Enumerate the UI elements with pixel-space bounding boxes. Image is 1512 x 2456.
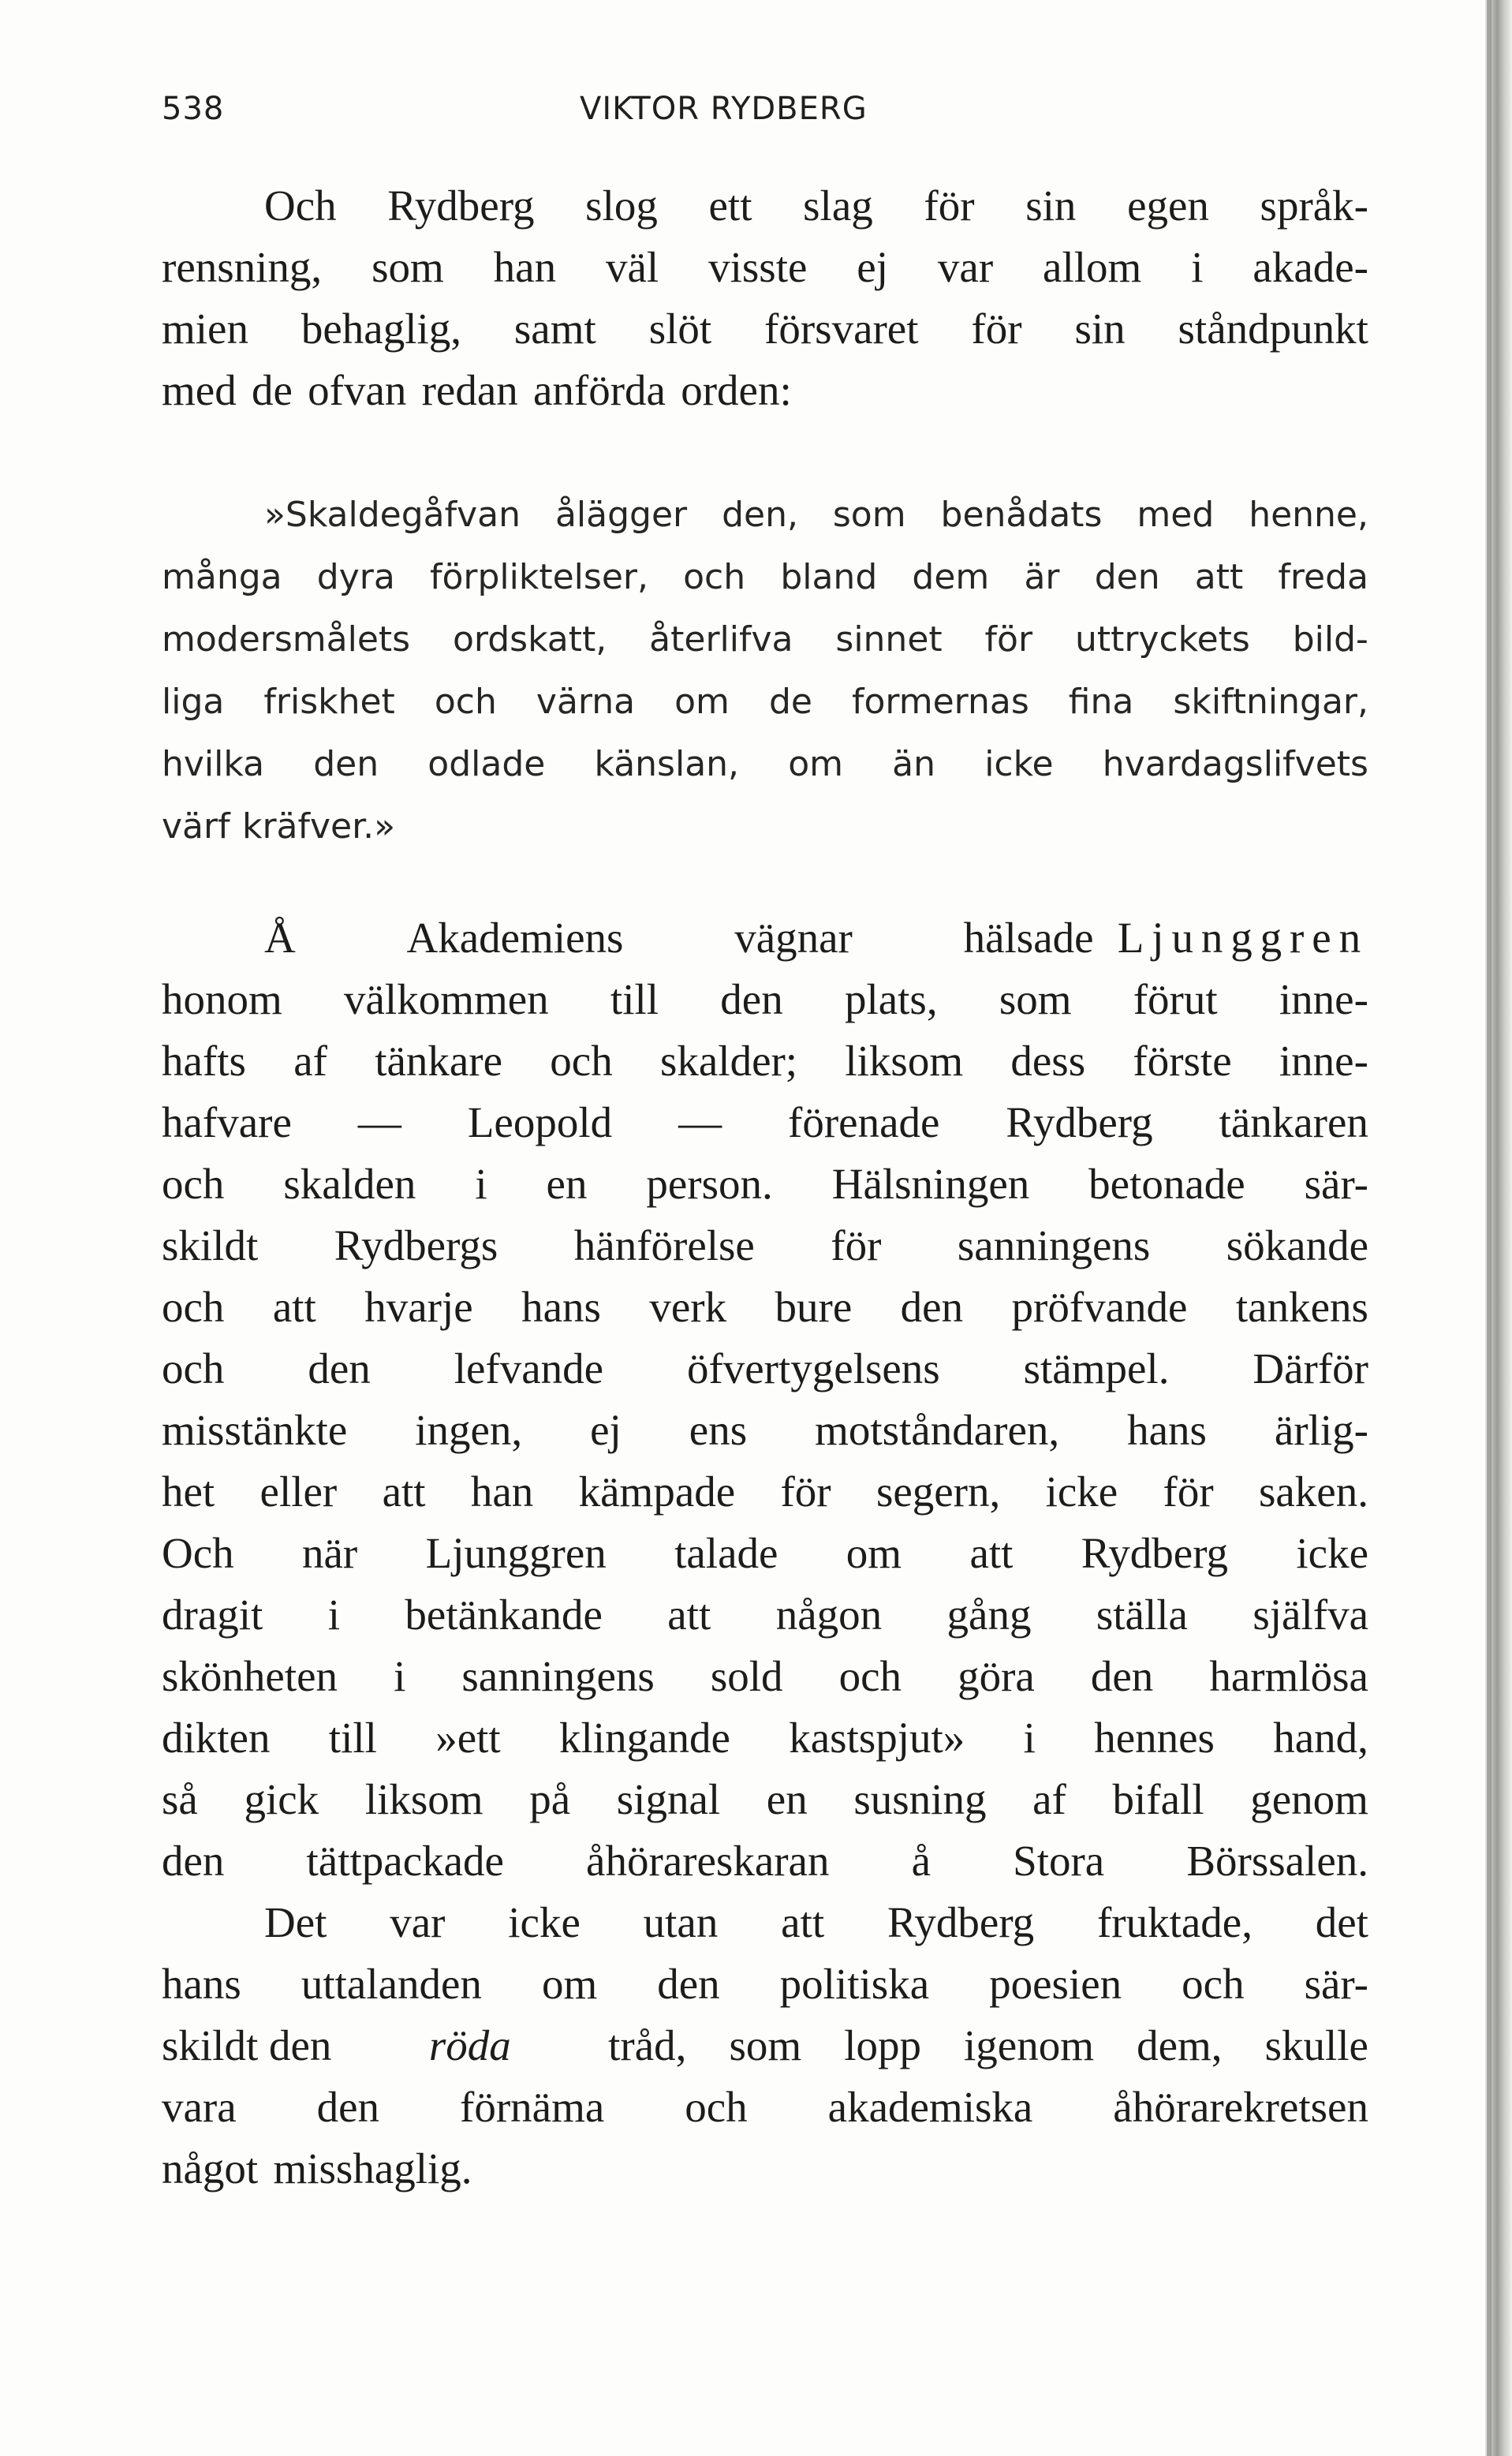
word: välkommen [344,975,549,1023]
word: att [969,1529,1014,1577]
word: den [1094,557,1160,597]
word: någon [775,1591,883,1639]
word: ofvan [308,366,407,414]
word: den [657,1960,720,2008]
word: sin [1025,181,1077,230]
text-line [162,608,1368,671]
word: åhörareskaran [586,1837,830,1885]
word: Ljunggren [425,1529,607,1577]
word: signal [616,1775,721,1823]
line-prefix-words [264,907,1094,969]
word: och [162,1344,225,1392]
word: för [924,181,975,230]
word: mien [162,305,248,353]
word: icke [1045,1467,1118,1516]
word: eller [259,1467,338,1516]
word: egen [1127,181,1209,230]
word: skildt [162,1221,259,1269]
word: en [766,1775,808,1823]
word: hans [521,1283,601,1331]
word: sär- [1304,1960,1368,2008]
word: förste [1133,1037,1232,1085]
word: samt [513,305,596,353]
word: Rydberg [387,181,535,230]
word: sanningens [461,1652,655,1700]
word: är [1024,557,1060,597]
word: hvilka [162,744,265,784]
word: ålägger [554,495,688,535]
word: den [308,1344,371,1392]
word: att [667,1591,711,1639]
word: att [272,1283,316,1331]
text-line [162,1892,1368,1953]
word: talade [674,1529,778,1577]
text-line [162,360,1368,421]
word: harmlösa [1209,1652,1368,1700]
word: icke [508,1898,581,1946]
word: och [550,1037,613,1085]
word: om [788,744,843,784]
text-line [162,1215,1368,1277]
text-line [162,1030,1368,1092]
word: Rydberg [1006,1098,1153,1146]
word: icke [1296,1529,1368,1577]
word: dess [1010,1037,1086,1085]
word: klingande [559,1714,730,1762]
word: Rydbergs [334,1221,498,1269]
word: Det [264,1898,327,1946]
paragraph-2 [162,907,1368,2200]
word: värf [162,806,230,847]
text-line [162,1153,1368,1215]
word: Rydberg [887,1898,1035,1946]
word: redan [421,366,518,414]
word: och [162,1283,225,1331]
word: om [674,682,730,722]
word: som [832,495,906,535]
word: dragit [162,1591,263,1639]
word: uttalanden [301,1960,482,2008]
word: om [846,1529,902,1577]
word: genom [1250,1775,1368,1823]
text-line [162,1461,1368,1523]
word: hand, [1273,1714,1368,1762]
word: å [911,1837,931,1885]
word: hvardagslifvets [1102,744,1368,784]
page-number: 538 [162,91,225,127]
text-line [162,733,1368,795]
word: än [892,744,936,784]
word: den [720,975,783,1023]
word: Leopold [467,1098,613,1146]
quote-block [162,484,1368,858]
word: för [984,619,1033,660]
text-line [162,1277,1368,1338]
word: språk- [1260,181,1368,230]
text-line [162,175,1368,237]
text-line [162,1953,1368,2015]
word: segern, [875,1467,1001,1516]
text-line [162,1646,1368,1707]
word: han [470,1467,534,1516]
word: i [1191,243,1204,291]
word: kräfver.» [241,806,396,847]
word: så [162,1775,198,1823]
page-edge-line [1487,0,1491,2456]
word: något [162,2144,259,2192]
word: slöt [648,305,712,353]
word: med [1137,495,1215,535]
word: och [162,1160,225,1208]
word: inne- [1279,975,1368,1023]
word: var [937,243,994,291]
word: dyra [316,557,395,597]
word: den [313,744,379,784]
text-line [162,2015,1368,2077]
text-line [162,2138,1368,2200]
word: att [1194,557,1244,597]
word: skalden [283,1160,416,1208]
word: akademiska [827,2083,1033,2131]
word: af [1032,1775,1066,1823]
word: af [293,1037,327,1085]
text-line [162,546,1368,608]
word: för [1163,1467,1214,1516]
word: gick [244,1775,319,1823]
word: skalder; [659,1037,798,1085]
word: återlifva [649,619,793,660]
word: sinnet [835,619,943,660]
text-line [162,2077,1368,2138]
word: tänkaren [1219,1098,1368,1146]
word: formernas [852,682,1029,722]
word: hänförelse [573,1221,755,1269]
word: Därför [1253,1344,1368,1392]
word: att [382,1467,426,1516]
word: uttryckets [1074,619,1250,660]
word: hans [162,1960,241,2008]
word: i [394,1652,406,1700]
word: tankens [1235,1283,1368,1331]
word: många [162,557,282,597]
word: liksom [845,1037,964,1085]
word: plats, [844,975,938,1023]
word: orden: [681,366,792,414]
word: betänkande [405,1591,603,1639]
word: liga [162,682,225,722]
text-line [162,1092,1368,1153]
word: slog [585,181,658,230]
word: i [1023,1714,1036,1762]
word: dem, [1137,2021,1223,2069]
word: han [493,243,557,291]
word: till [328,1714,377,1762]
word: den [1090,1652,1154,1700]
word: hafts [162,1037,246,1085]
word: med [162,366,237,414]
word: stämpel. [1023,1344,1170,1392]
word: ej [857,243,888,291]
running-head: VIKTOR RYDBERG [580,91,868,127]
word: och [683,557,746,597]
word: sökande [1226,1221,1368,1269]
word: dikten [162,1714,271,1762]
text-line [162,671,1368,733]
word: henne, [1249,495,1368,535]
italic-word: röda [428,2021,511,2069]
word: Akademiens [406,914,624,962]
word: och [434,682,497,722]
word: verk [649,1283,727,1331]
word: anförda [533,366,666,414]
word: förenade [788,1098,940,1146]
word: vägnar [734,914,853,962]
text-line [162,1523,1368,1584]
word: het [162,1467,215,1516]
word: och [685,2083,748,2131]
word: odlade [427,744,546,784]
word: lopp [844,2021,921,2069]
word: rensning, [162,243,323,291]
word: om [541,1960,598,2008]
word: visste [708,243,808,291]
word: fina [1068,682,1134,722]
word: gång [946,1591,1032,1639]
word: poesien [989,1960,1122,2008]
word: benådats [940,495,1103,535]
text-line [162,795,1368,858]
word: den [900,1283,964,1331]
word: ordskatt, [453,619,607,660]
word: Börssalen. [1186,1837,1368,1885]
word: sold [710,1652,783,1700]
word: på [529,1775,571,1823]
word: bure [775,1283,853,1331]
word: utan [643,1898,719,1946]
text-line [162,237,1368,298]
word: väl [606,243,659,291]
word: tråd, [608,2021,687,2069]
word: den [162,1837,225,1885]
word: vara [162,2083,237,2131]
word: ingen, [415,1406,523,1454]
word: i [327,1591,340,1639]
word: i [475,1160,487,1208]
word: som [729,2021,802,2069]
word: att [781,1898,825,1946]
word: igenom [964,2021,1095,2069]
word: den, [722,495,798,535]
word: när [302,1529,358,1577]
word: liksom [364,1775,483,1823]
word: person. [646,1160,773,1208]
word: bild- [1292,619,1368,660]
word: försvaret [764,305,919,353]
word: — [678,1098,722,1146]
word: Och [264,181,337,230]
text-line [162,298,1368,360]
text-line [162,484,1368,546]
word: bland [780,557,878,597]
word: motståndaren, [815,1406,1060,1454]
word: kämpade [578,1467,736,1516]
word: saken. [1258,1467,1368,1516]
text-line [162,1769,1368,1830]
word: och [838,1652,902,1700]
word: hälsade [963,914,1094,962]
word: sanningens [957,1221,1151,1269]
word: skiftningar, [1173,682,1368,722]
word: Hälsningen [831,1160,1030,1208]
word: ställa [1096,1591,1188,1639]
word: förut [1133,975,1218,1023]
word: dem [912,557,990,597]
text-line [162,1400,1368,1461]
word: känslan, [594,744,740,784]
word: skulle [1264,2021,1368,2069]
word: sin [1074,305,1126,353]
word: hans [1127,1406,1207,1454]
text-line [162,1707,1368,1769]
word: ståndpunkt [1178,305,1368,353]
word: själfva [1253,1591,1368,1639]
word: för [831,1221,882,1269]
word: honom [162,975,282,1023]
word: Och [162,1529,234,1577]
word: till [610,975,659,1023]
text-line [162,969,1368,1030]
word: misshaglig. [273,2144,472,2192]
word: akade- [1253,243,1368,291]
word: fruktade, [1096,1898,1253,1946]
word: åhörarekretsen [1113,2083,1368,2131]
text-line [162,1830,1368,1892]
page-header [162,91,1368,130]
word: Å [264,914,296,962]
text-line [162,1584,1368,1646]
word: allom [1043,243,1142,291]
line-words-after [608,2015,1368,2077]
word: betonade [1088,1160,1245,1208]
word: förpliktelser, [429,557,648,597]
word: slag [803,181,873,230]
word: värna [536,682,636,722]
word: ens [689,1406,748,1454]
word: behaglig, [301,305,462,353]
word: förnäma [460,2083,605,2131]
word: »Skaldegåfvan [264,495,521,535]
word: susning [853,1775,987,1823]
word: friskhet [263,682,395,722]
word: politiska [779,1960,930,2008]
word: de [768,682,812,722]
word: öfvertygelsens [686,1344,940,1392]
word: hennes [1094,1714,1215,1762]
word: pröfvande [1011,1283,1188,1331]
word: inne- [1279,1037,1368,1085]
word: för [780,1467,831,1516]
word: Rydberg [1081,1529,1229,1577]
word: misstänkte [162,1406,348,1454]
word: tättpackade [306,1837,504,1885]
word: en [546,1160,588,1208]
word: »ett [435,1714,501,1762]
word: det [1315,1898,1368,1946]
word: sär- [1304,1160,1368,1208]
word: var [390,1898,446,1946]
paragraph-1 [162,175,1368,421]
word: som [371,243,444,291]
word: tänkare [375,1037,503,1085]
word: modersmålets [162,619,411,660]
word: för [971,305,1022,353]
word: och [1182,1960,1245,2008]
word: Stora [1013,1837,1105,1885]
word: den [316,2083,380,2131]
word: lefvande [454,1344,604,1392]
word: ett [708,181,752,230]
word: ej [590,1406,622,1454]
word: ärlig- [1274,1406,1368,1454]
spaced-name-ljunggren: Ljunggren [1117,914,1368,962]
word: hvarje [364,1283,473,1331]
word: de [251,366,293,414]
word: som [999,975,1072,1023]
word: — [357,1098,401,1146]
word: bifall [1112,1775,1204,1823]
text-line [162,907,1368,969]
word: icke [984,744,1054,784]
word: kastspjut» [789,1714,965,1762]
word: göra [958,1652,1035,1700]
line-words-before: skildt den [162,2021,332,2069]
word: hafvare [162,1098,292,1146]
word: freda [1278,557,1368,597]
text-line [162,1338,1368,1400]
word: skönheten [162,1652,338,1700]
